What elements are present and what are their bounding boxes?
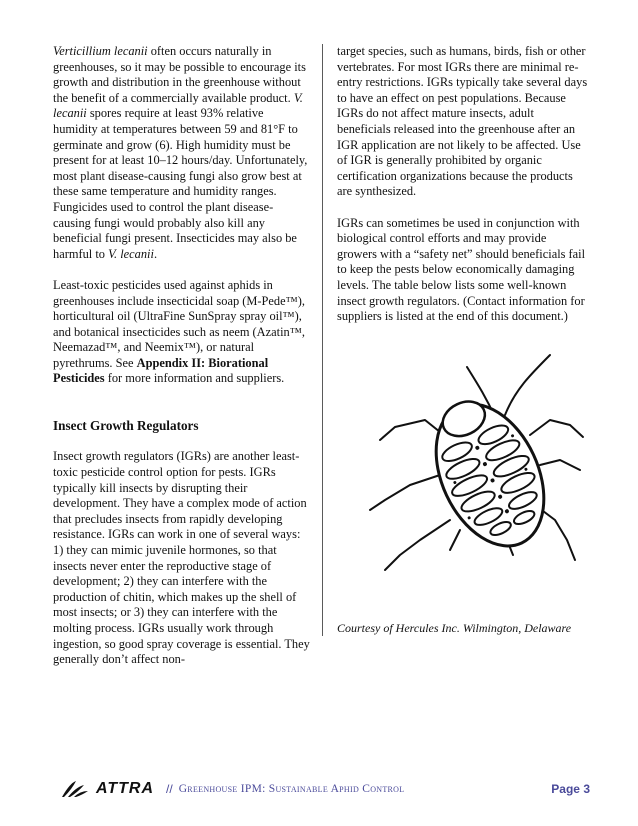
right-column <box>337 44 589 340</box>
paragraph-igr-targets: target species, such as humans, birds, fish or other vertebrates. For most IGRs there are minimal re-entry restrictions. IGRs typically take several days to have an effect on pest populations. Because IGRs do not affect mature insects, adult beneficials released into the greenhouse after an IGR application are not likely to be affected. Use of IGR is generally prohibited by organic certification organizations because the products are synthesized. <box>337 44 588 199</box>
attra-logo-text: ATTRA <box>96 780 155 797</box>
column-divider <box>322 44 323 636</box>
paragraph-igr-intro: Insect growth regulators (IGRs) are another least-toxic pesticide control option for pests. IGRs typically kill insects by disrupting their development. They have a complex mode of action that precludes insects from rapidly developing resistance. IGRs can work in one of several ways: 1) they can mimic juvenile hormones, so that insects never enter the reproductive stage of development; 2) they can interfere with the production of chitin, which makes up the shell of most insects; or 3) they can interfere with the molting process. IGRs usually work through ingestion, so good spray coverage is essential. They generally don’t affect non- <box>53 449 310 667</box>
section-heading: Insect Growth Regulators <box>53 418 199 434</box>
paragraph-igr-safety-net: IGRs can sometimes be used in conjunction with biological control efforts and may provide growers with a “safety net” should beneficials fail to keep the pests below economically damaging levels. The table below lists some well-known insect growth regulators. (Contact information for suppliers is listed at the end of this document.) <box>337 215 586 324</box>
page-footer <box>60 778 590 800</box>
footer-publication-title: Greenhouse IPM: Sustainable Aphid Control <box>178 783 405 795</box>
appendix-reference: Appendix II: Biorational Pesticides <box>53 355 269 386</box>
attra-leaf-icon <box>60 779 90 799</box>
paragraph-verticillium: Verticillium lecanii often occurs naturally in greenhouses, so it may be possible to encourage its growth and distribution in the greenhouse without the benefit of a commercially available product. V. lecanii spores require at least 93% relative humidity at temperatures between 59 and 81°F to germinate and grow (6). High humidity must be present for at least 10–12 hours/day. Unfortunately, most plant disease-causing fungi also grow best at these same temperature and humidity ranges. Fungicides used to control the plant disease-causing fungi would probably also kill any beneficial fungi present. Insecticides may also be harmful to V. lecanii. <box>53 44 308 261</box>
aphid-illustration <box>355 345 585 595</box>
paragraph-least-toxic-pesticides: Least-toxic pesticides used against aphids in greenhouses include insecticidal soap (M-Pede™), horticultural oil (UltraFine SunSpray spray oil™), and botanical insecticides such as neem (Azatin™, Neemazad™, and Neemix™), or natural pyrethrums. See Appendix II: Biorational Pesticides for more information and suppliers. <box>53 277 305 386</box>
left-column <box>53 44 311 683</box>
footer-separator: // <box>166 782 173 796</box>
page-number: Page 3 <box>551 782 590 796</box>
figure-caption: Courtesy of Hercules Inc. Wilmington, Delaware <box>337 621 572 635</box>
